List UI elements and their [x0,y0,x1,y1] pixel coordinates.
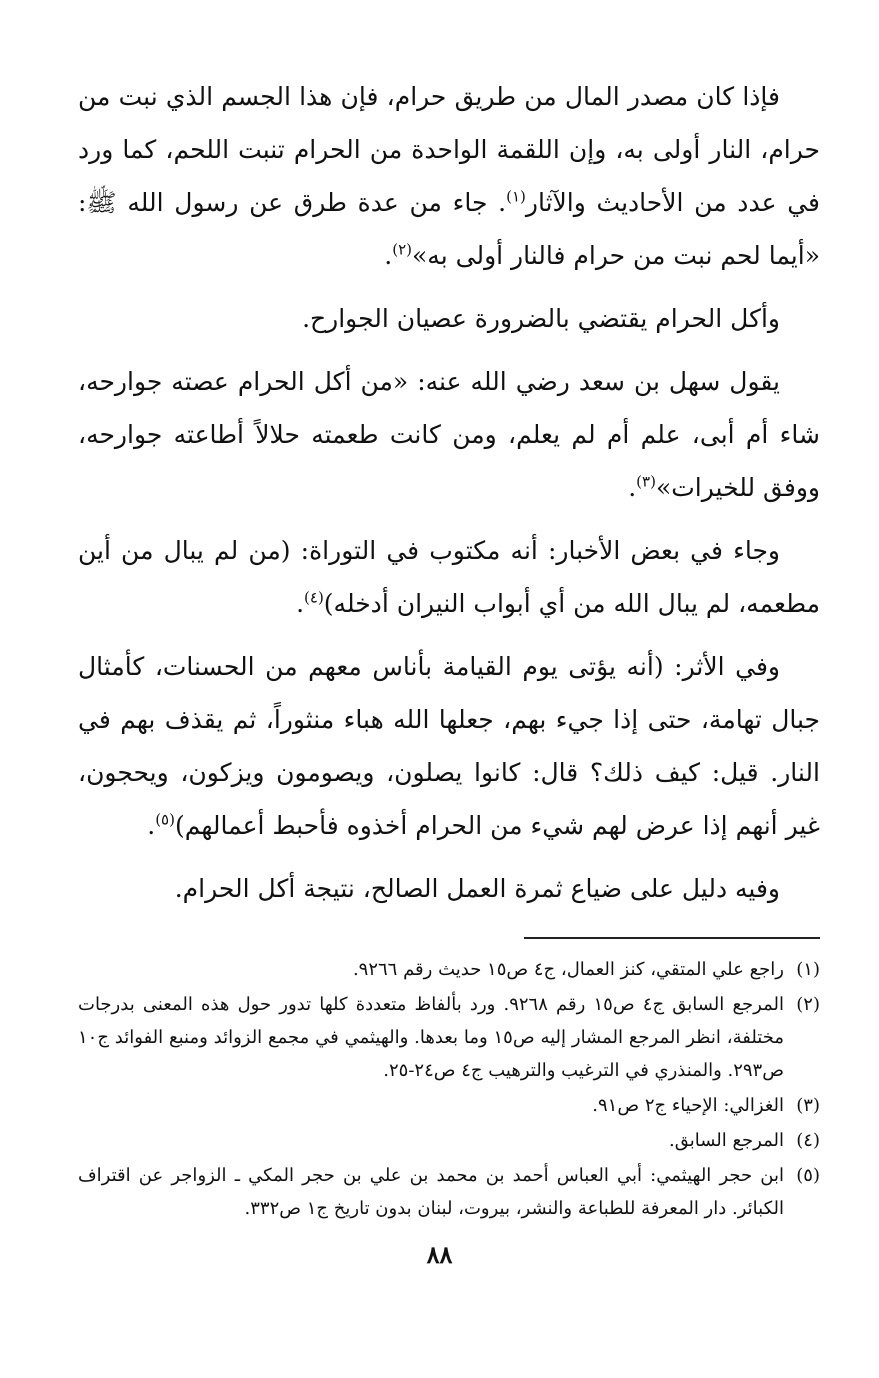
footnote-divider [524,937,820,939]
paragraph-text: وفي الأثر: (أنه يؤتى يوم القيامة بأناس معهم من الحسنات، كأمثال جبال تهامة، حتى إذا جيء بهم، جعلها الله هباء منثوراً، ثم يقذف بهم في النار. قيل: كيف ذلك؟ قال: كانوا يصلون، ويصومون ويزكون، ويحجون، غير أنهم إذا عرض لهم شيء من الحرام أخذوه فأحبط أعمالهم) [78,652,821,840]
paragraph-text: وجاء في بعض الأخبار: أنه مكتوب في التوراة: (من لم يبال من أين مطعمه، لم يبال الله من أي أبواب النيران أدخله) [78,536,820,618]
paragraph-text: فإذا كان مصدر المال من طريق حرام، فإن هذا الجسم الذي نبت من حرام، النار أولى به، وإن اللقمة الواحدة من الحرام تنبت اللحم، كما ورد في عدد من الأحاديث والآثار [78,82,820,217]
footnote-2 [78,988,820,1087]
paragraph-text: . [296,589,305,618]
footnote-1 [78,953,820,986]
footnote-3 [78,1089,820,1122]
paragraph-text: . [384,241,393,270]
footnote-ref[interactable]: (٣) [636,472,656,491]
footnote-number: (٣) [796,1095,820,1116]
paragraph-5 [78,640,820,852]
paragraph-6 [78,862,820,915]
footnote-text: المرجع السابق. [668,1130,784,1151]
footnote-text: ابن حجر الهيثمي: أبي العباس أحمد بن محمد بن علي بن حجر المكي ـ الزواجر عن اقتراف الكبائر. دار المعرفة للطباعة والنشر، بيروت، لبنان بدون تاريخ ج١ ص٣٣٢. [78,1165,784,1219]
paragraph-text: وأكل الحرام يقتضي بالضرورة عصيان الجوارح. [302,304,780,333]
paragraph-4 [78,524,820,630]
footnote-ref[interactable]: (١) [506,187,526,206]
page-number: ٨٨ [426,1240,453,1269]
page-body [78,70,820,1227]
footnote-number: (٥) [796,1165,820,1186]
footnote-ref[interactable]: (٢) [392,240,413,259]
footnote-ref[interactable]: (٥) [155,810,175,829]
footnote-number: (٤) [796,1130,820,1151]
footnote-text: المرجع السابق ج٤ ص١٥ رقم ٩٢٦٨. ورد بألفاظ متعددة كلها تدور حول هذه المعنى بدرجات مختلفة، انظر المرجع المشار إليه ص١٥ وما بعدها. والهيثمي في مجمع الزوائد ومنبع الفوائد ج١٠ ص٢٩٣. والمنذري في الترغيب والترهيب ج٤ ص٢٤-٢٥. [78,994,784,1081]
footnote-5 [78,1159,820,1225]
footnote-number: (٢) [796,994,820,1015]
paragraph-2 [78,292,820,345]
paragraph-1 [78,70,820,282]
footnote-text: الغزالي: الإحياء ج٢ ص٩١. [592,1095,784,1116]
footnote-number: (١) [796,959,820,980]
footnote-text: راجع علي المتقي، كنز العمال، ج٤ ص١٥ حديث رقم ٩٢٦٦. [352,959,784,980]
footnote-4 [78,1124,820,1157]
footnote-ref[interactable]: (٤) [304,588,324,607]
paragraph-text: . جاء من عدة طرق عن رسول الله ﷺ: «أيما لحم نبت من حرام فالنار أولى به» [78,188,820,270]
paragraph-3 [78,355,820,514]
paragraph-text: . [147,811,156,840]
paragraph-text: . [628,473,637,502]
paragraph-text: وفيه دليل على ضياع ثمرة العمل الصالح، نتيجة أكل الحرام. [174,874,780,903]
paragraph-text: يقول سهل بن سعد رضي الله عنه: «من أكل الحرام عصته جوارحه، شاء أم أبى، علم أم لم يعلم، ومن كانت طعمته حلالاً أطاعته جوارحه، ووفق للخيرات» [78,367,820,502]
footnotes-list [78,953,820,1225]
